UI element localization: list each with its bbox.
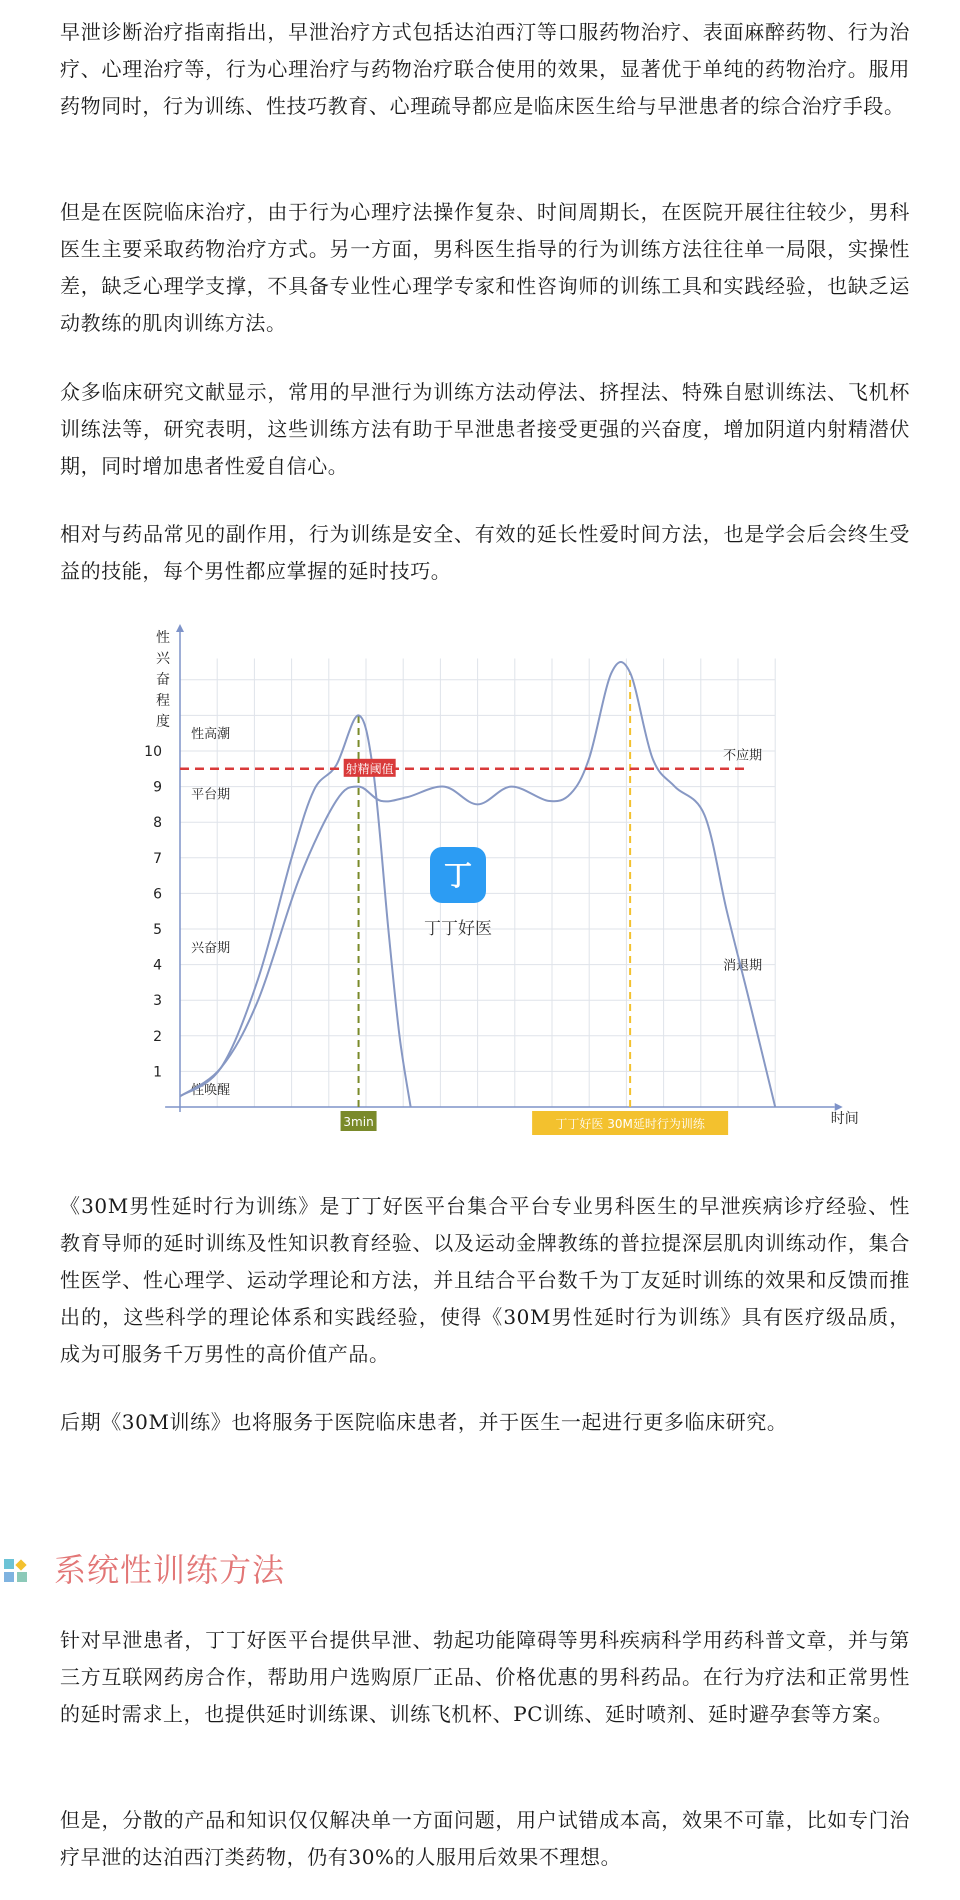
y-axis-label-char: 奋 [156,672,170,688]
problem-paragraph: 但是，分散的产品和知识仅仅解决单一方面问题，用户试错成本高，效果不可靠，比如专门治疗早泄的达泊西汀类药物，仍有30%的人服用后效果不理想。 [60,1808,910,1869]
y-tick-label: 6 [153,886,162,903]
section-heading [0,1545,960,1595]
phase-label-plateau: 平台期 [191,787,231,803]
phase-label-orgasm: 性高潮 [191,727,231,743]
product-paragraph: 《30M男性延时行为训练》是丁丁好医平台集合平台专业男科医生的早泄疾病诊疗经验、性教育导师的延时训练及性知识教育经验、以及运动金牌教练的普拉提深层肌肉训练动作，集合性医学、性心理学、运动学理论和方法，并且结合平台数千为丁友延时训练的效果和反馈而推出的，这些科学的理论体系和实践经验，使得《30M男性延时行为训练》具有医疗级品质，成为可服务千万男性的高价值产品。 [60,1194,910,1366]
marker-label-3min: 3min [343,1115,374,1129]
threshold-label: 射精阈值 [345,761,394,776]
future-paragraph: 后期《30M训练》也将服务于医院临床患者，并于医生一起进行更多临床研究。 [60,1410,788,1434]
intro-paragraph: 早泄诊断治疗指南指出，早泄治疗方式包括达泊西汀等口服药物治疗、表面麻醉药物、行为治疗、心理治疗等，行为心理治疗与药物治疗联合使用的效果，显著优于单纯的药物治疗。服用药物同时，行为训练、性技巧教育、心理疏导都应是临床医生给与早泄患者的综合治疗手段。 [60,20,910,118]
y-tick-label: 8 [153,815,162,832]
logo-text: 丁丁好医 [424,919,492,939]
y-tick-label: 5 [153,922,162,938]
y-axis-label-char: 兴 [156,651,170,667]
y-tick-label: 2 [153,1028,162,1045]
y-tick-label: 7 [153,850,162,867]
y-tick-label: 1 [153,1064,162,1081]
x-axis-label: 时间 [830,1111,859,1127]
y-tick-label: 3 [153,993,162,1010]
grid-icon [2,1557,30,1585]
arousal-chart [130,612,859,1152]
y-tick-label: 9 [153,779,162,796]
y-axis-arrow [176,624,184,632]
phase-label-excitement: 兴奋期 [191,940,231,956]
platform-paragraph: 针对早泄患者，丁丁好医平台提供早泄、勃起功能障碍等男科疾病科学用药科普文章，并与第三方互联网药房合作，帮助用户选购原厂正品、价格优惠的男科药品。在行为疗法和正常男性的延时需求上，也提供延时训练课、训练飞机杯、PC训练、延时喷剂、延时避孕套等方案。 [60,1628,910,1726]
marker-label-30m: 丁丁好医 30M延时行为训练 [555,1117,705,1131]
x-axis-arrow [835,1103,843,1111]
phase-label-arousal: 性唤醒 [191,1083,231,1099]
phase-label-refractory: 不应期 [723,748,763,764]
y-tick-label: 4 [153,957,162,974]
hospital-paragraph: 但是在医院临床治疗，由于行为心理疗法操作复杂、时间周期长，在医院开展往往较少，男科医生主要采取药物治疗方式。另一方面，男科医生指导的行为训练方法往往单一局限，实操性差，缺乏心理学支撑，不具备专业性心理学专家和性咨询师的训练工具和实践经验，也缺乏运动教练的肌肉训练方法。 [60,200,910,335]
phase-label-resolution: 消退期 [723,958,763,974]
methods-paragraph: 众多临床研究文献显示，常用的早泄行为训练方法动停法、挤捏法、特殊自慰训练法、飞机杯训练法等，研究表明，这些训练方法有助于早泄患者接受更强的兴奋度，增加阴道内射精潜伏期，同时增加患者性爱自信心。 [60,380,910,478]
safety-paragraph: 相对与药品常见的副作用，行为训练是安全、有效的延长性爱时间方法，也是学会后会终生受益的技能，每个男性都应掌握的延时技巧。 [60,522,910,583]
y-tick-label: 10 [144,744,162,760]
section-title: 系统性训练方法 [54,1551,286,1589]
logo-icon-glyph: 丁 [443,859,473,892]
y-axis-label-char: 性 [156,630,170,646]
y-axis-label-char: 程 [156,693,170,709]
y-axis-label-char: 度 [156,714,170,730]
